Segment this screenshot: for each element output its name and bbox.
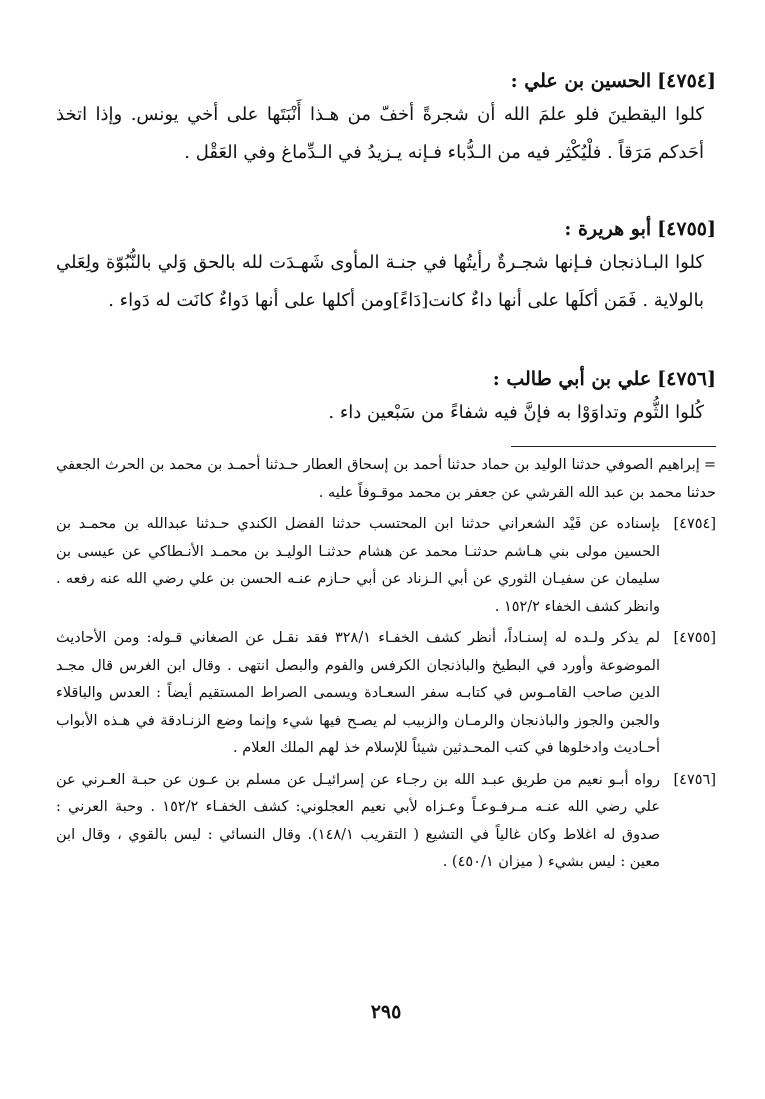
footnote-text: لم يذكر ولـده له إسنـاداً، أنظر كشف الخفـاء ٣٢٨/١ فقد نقـل عن الصغاني قـوله: ومن الأحاديث الموضوعة وأورد في البطيخ والباذنجان الكرفس والفوم والبصل انتهى . وقال ابن الغرس قال مجـد الدين صاحب القامـوس في كتابـه سفر السعـادة ويسمى الصراط المستقيم أيضاً : العدس والباقلاء والجبن والجوز والباذنجان والرمـان والزبيب لم يصـح فيها شيء وإنما وضع الزنـادقة في هـذه الأبواب أحـاديث وادخلوها في كتب المحـدثين شيئاً للإسلام خذ لهم الملك العلام . xyxy=(56,630,660,756)
narrator-name: أبو هريرة : xyxy=(564,218,652,240)
footnote-text: بإسناده عن فَيْد الشعراني حدثنا ابن المحتسب حدثنا الفضل الكندي حـدثنا عبدالله بن محمـد بن الحسين مولى بني هـاشم حدثنـا محمد عن هشام حدثنـا الوليـد بن محمـد الأنـطاكي عن عيسى بن سليمان عن سفيـان الثوري عن أبي الـزناد عن أبي حـازم عنـه الحسن بن علي رضي الله عنه رفعه . وانظر كشف الخفاء ١٥٢/٢ . xyxy=(56,516,660,615)
footnote-number: [٤٧٥٤] xyxy=(673,516,716,532)
entry-number: [٤٧٥٦] xyxy=(657,368,716,390)
hadith-entry xyxy=(56,364,716,432)
hadith-text: كُلوا الثُّوم وتداوَوْا به فإنَّ فيه شفاءً من سَبْعين داء . xyxy=(328,402,704,423)
page-number: ٢٩٥ xyxy=(370,1001,402,1023)
footnote xyxy=(56,767,716,877)
book-page xyxy=(56,66,716,1066)
narrator-name: علي بن أبي طالب : xyxy=(492,368,652,390)
continuation-mark: = xyxy=(703,457,716,473)
footnotes xyxy=(56,452,716,881)
footnote xyxy=(56,625,716,763)
entry-heading xyxy=(56,364,716,394)
hadith-text: كلوا البـاذنجان فـإنها شجـرةٌ رأيتُها في جنـة المأوى شَهـدَت لله بالحق وَلي بالنُّبُوّة ولِعَلي بالولاية . فَمَن أكلَها على أنها داءٌ كانت[دَاءً]ومن أكلها على أنها دَواءٌ كانَت له دَواء . xyxy=(56,252,704,311)
entry-heading xyxy=(56,214,716,244)
footnote-number: [٤٧٥٥] xyxy=(673,630,716,646)
footnote-number: [٤٧٥٦] xyxy=(673,771,716,788)
entry-number: [٤٧٥٥] xyxy=(657,218,716,240)
entry-number: [٤٧٥٤] xyxy=(657,70,716,92)
hadith-text: كلوا اليقطينَ فلو علمَ الله أن شجرةً أخفّ من هـذا أَنْبَتَها على أخي يونس. وإذا اتخذ أحَدكم مَرَقاً . فلْيُكْثِر فيه من الـدُّباء فـإنه يـزيدُ في الـدِّماغ وفي العَقْل . xyxy=(56,104,705,163)
narrator-name: الحسين بن علي : xyxy=(510,70,652,92)
footnote-separator xyxy=(511,446,716,447)
footnote xyxy=(56,511,716,621)
hadith-entry xyxy=(56,214,716,320)
footnote-text: رواه أبـو نعيم من طريق عبـد الله بن رجـاء عن إسرائيـل عن مسلم بن عـون عن حبـة العـرني عن علي رضي الله عنـه مـرفـوعـاً وعـزاه لأبي نعيم العجلوني: كشف الخفـاء ١٥٢/٢ . وحبة العرني : صدوق له اغلاط وكان غالياً في التشيع ( التقريب ١٤٨/١). وقال النسائي : ليس بالقوي ، وقال ابن معين : ليس بشيء ( ميزان ٤٥٠/١) . xyxy=(56,771,661,870)
continuation-text: إبراهيم الصوفي حدثنا الوليد بن حماد حدثنا أحمد بن إسحاق العطار حـدثنا أحمـد بن محمد بن الحرث الجعفي حدثنا محمد بن عبد الله القرشي عن جعفر بن محمد موقـوفاً عليه . xyxy=(56,457,716,501)
hadith-entry xyxy=(56,66,716,172)
footnote-continuation xyxy=(56,452,716,507)
entry-heading xyxy=(56,66,716,96)
